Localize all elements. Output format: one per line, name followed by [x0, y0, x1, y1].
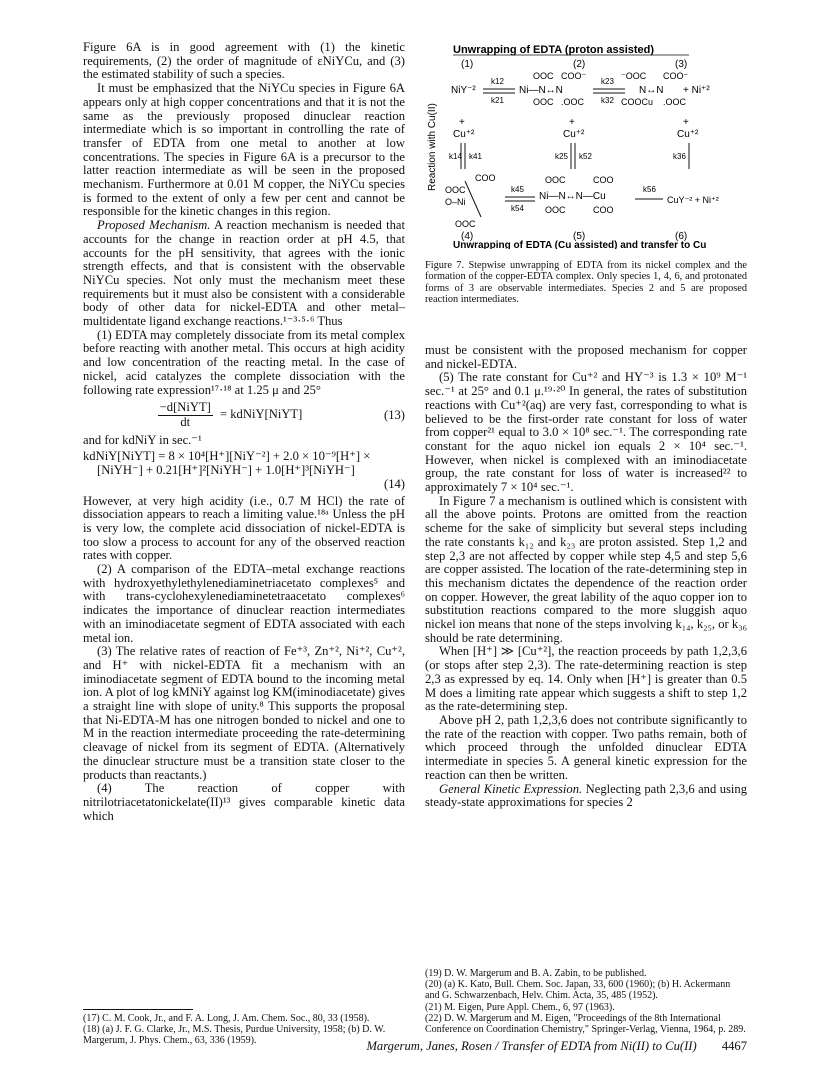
paragraph: and for kdNiY in sec.⁻¹: [83, 432, 202, 447]
paragraph: (5) The rate constant for Cu⁺² and HY⁻³ is 1.3 × 10⁹ M⁻¹ sec.⁻¹ at 25° and 0.1 μ.¹⁹·²⁰ In general, the rates of substitution reactions with Cu⁺²(aq) are very fast, corresponding to what is believed to be the first-order rate constant for loss of water from copper²¹ equal to 3.0 × 10⁸ sec.⁻¹. The corresponding rate constant for the aquo nickel ion equals 2 × 10⁴ sec.⁻¹. However, when nickel is complexed with an iminodiacetate group, the rate constant for loss of water is increased²² to approximately 7 × 10⁴ sec.⁻¹.: [425, 370, 747, 495]
plus-sign: +: [459, 117, 465, 128]
species-number: (6): [675, 231, 688, 242]
species-label: .OOC: [561, 97, 585, 107]
equation-line: kdNiY[NiYT] = 8 × 10⁴[H⁺][NiY⁻²] + 2.0 × 10⁻⁹[H⁺] ×: [83, 449, 371, 464]
footnote-rule: [83, 1009, 193, 1010]
paragraph: It must be emphasized that the NiYCu species in Figure 6A appears only at high copper concentrations and that it is not the same as the previously proposed dinuclear reaction intermediate which is so important in controlling the rate of transfer of EDTA from one metal to another at low concentrations. The species in Figure 6A is a precursor to the latter reaction intermediate as will be seen in the proposed mechanism. Furthermore at 0.01 M copper, the NiYCu species is formed to the extent of only a few per cent and cannot be responsible for the kinetic changes in this region.: [83, 81, 405, 219]
paragraph: Above pH 2, path 1,2,3,6 does not contribute significantly to the rate of the reaction with copper. Two paths remain, both of which proceed through the unfolded dinuclear EDTA intermediate in species 5. A general kinetic expression for the reaction can then be written.: [425, 712, 747, 782]
species-label: N↔N: [639, 85, 664, 96]
footnote: (20) (a) K. Kato, Bull. Chem. Soc. Japan, 33, 600 (1960); (b) H. Ackermann and G. Schwarzenbach, Helv. Chim. Acta, 35, 485 (1952).: [425, 979, 731, 1002]
species-label: COO⁻: [663, 71, 689, 81]
species-label: OOC: [545, 205, 566, 215]
rate-constant: k12: [491, 77, 504, 86]
figure-caption: Figure 7. Stepwise unwrapping of EDTA from its nickel complex and the formation of the copper-EDTA complex. Only species 1, 4, 6, and protonated forms of 3 are observable intermediates. Species 2 and 5 are proposed reaction intermediates.: [425, 260, 747, 305]
paragraph-text: Neglecting path 2,3,6 and using steady-state approximations for species 2: [425, 781, 747, 810]
paragraph: (4) The reaction of copper with nitrilotriacetatonickelate(II)¹³ gives comparable kinetic data which: [83, 781, 405, 823]
equation-number: (14): [384, 476, 405, 491]
species-label: OOC: [445, 185, 466, 195]
species-label: Cu⁺²: [453, 129, 475, 140]
paragraph: (2) A comparison of the EDTA–metal exchange reactions with hydroxyethylethylenediaminetriacetato complexes⁵ and with trans-cyclohexylenediaminetetraacetato complexes⁶ indicates the importance of dinuclear reaction intermediates with an iminodiacetate segment of EDTA associated with each metal ion.: [83, 562, 405, 645]
species-label: COO: [475, 173, 496, 183]
species-label: COO⁻: [561, 71, 587, 81]
species-label: Cu⁺²: [563, 129, 585, 140]
footnote: (17) C. M. Cook, Jr., and F. A. Long, J. Am. Chem. Soc., 80, 33 (1958).: [83, 1013, 370, 1024]
rate-constant: k14: [449, 152, 462, 161]
equation-line: [NiYH⁻] + 0.21[H⁺]²[NiYH⁻] + 1.0[H⁺]³[NiYH⁻]: [97, 463, 355, 478]
left-column: [83, 41, 405, 823]
paragraph: must be consistent with the proposed mechanism for copper and nickel-EDTA.: [425, 343, 747, 371]
species-label: COO: [593, 175, 614, 185]
bond-line: [465, 181, 481, 217]
fraction-numerator: −d[NiYT]: [159, 400, 211, 415]
species-number: (5): [573, 231, 586, 242]
rate-constant: k54: [511, 204, 524, 213]
rate-constant: k56: [643, 185, 656, 194]
species-label: ⁻OOC: [621, 71, 647, 81]
bottom-title: Unwrapping of EDTA (Cu assisted) and transfer to Cu: [453, 240, 707, 249]
footnote: (19) D. W. Margerum and B. A. Zabin, to be published.: [425, 968, 647, 979]
rate-constant: k25: [555, 152, 568, 161]
section-heading: General Kinetic Expression.: [439, 781, 583, 796]
paragraph: (1) EDTA may completely dissociate from its metal complex before reacting with another metal. This occurs at high acidity and low concentration of the reacting metal. In the case of nickel, acid catalyzes the complete dissociation with the following rate expression¹⁷·¹⁸ at 1.25 μ and 25°: [83, 327, 405, 397]
plus-sign: +: [569, 117, 575, 128]
equation-number: (13): [384, 407, 405, 422]
page-number: 4467: [721, 1039, 747, 1053]
species-label: + Ni⁺²: [683, 85, 710, 96]
species-label: OOC: [533, 71, 554, 81]
species-number: (3): [675, 59, 688, 70]
top-title: Unwrapping of EDTA (proton assisted): [453, 44, 655, 56]
right-column: [425, 344, 747, 810]
paragraph: [83, 219, 405, 329]
running-title: Margerum, Janes, Rosen / Transfer of EDTA from Ni(II) to Cu(II): [366, 1039, 697, 1053]
page-footer: [340, 1039, 747, 1054]
paragraph-text: A reaction mechanism is needed that accounts for the change in reaction order at pH 4.5, that accounts for the pH sensitivity, that agrees with the ionic strength effects, and that is consistent with the observable NiYCu species. Not only must the mechanism meet these requirements but it must also be consistent with a considerable body of other data for nickel-EDTA and other metal–multidentate ligand exchange reactions.¹⁻³·⁵·⁶ Thus: [83, 218, 405, 329]
species-number: (4): [461, 231, 474, 242]
species-label: COO: [593, 205, 614, 215]
fraction-denominator: dt: [180, 414, 191, 429]
rate-constant: k52: [579, 152, 592, 161]
rate-constant: k23: [601, 77, 614, 86]
species-label: Ni—N↔N: [519, 85, 563, 96]
paragraph: [425, 783, 747, 810]
paragraph: Figure 6A is in good agreement with (1) the kinetic requirements, (2) the order of magnitude of εNiYCu, and (3) the estimated stability of such a species.: [83, 40, 405, 82]
species-label: OOC: [533, 97, 554, 107]
footnote: (18) (a) J. F. G. Clarke, Jr., M.S. Thesis, Purdue University, 1958; (b) D. W. Margerum, J. Phys. Chem., 63, 336 (1959).: [83, 1024, 386, 1047]
species-label: NiY⁻²: [451, 85, 476, 96]
species-number: (2): [573, 59, 586, 70]
right-footnotes: [425, 968, 747, 1035]
species-label: Ni—N↔N—Cu: [539, 191, 606, 202]
equation-13: [83, 401, 405, 429]
side-label: Reaction with Cu(II): [427, 103, 438, 191]
plus-sign: +: [683, 117, 689, 128]
rate-constant: k36: [673, 152, 686, 161]
footnote: (22) D. W. Margerum and M. Eigen, "Proceedings of the 8th International Conference on Coordination Chemistry," Springer-Verlag, Vienna, 1964, p. 289.: [425, 1012, 746, 1036]
footnote: (21) M. Eigen, Pure Appl. Chem., 6, 97 (1963).: [425, 1001, 615, 1013]
species-label: O–Ni: [445, 197, 466, 207]
species-number: (1): [461, 59, 474, 70]
rate-constant: k21: [491, 96, 504, 105]
rate-constant: k45: [511, 185, 524, 194]
species-label: .OOC: [663, 97, 687, 107]
paragraph: However, at very high acidity (i.e., 0.7 M HCl) the rate of dissociation appears to reach a limiting value.¹⁸ᵃ Unless the pH is very low, the complete acid dissociation of nickel-EDTA is too slow a process to account for any of the observed reaction rates with copper.: [83, 493, 405, 563]
rate-constant: k41: [469, 152, 482, 161]
fraction: [158, 401, 213, 429]
paragraph: When [H⁺] ≫ [Cu⁺²], the reaction proceeds by path 1,2,3,6 (or stops after step 2,3). The rate-determining reaction is step 2,3 as expressed by eq. 14. Only when [H⁺] is greater than 0.5 M does a limiting rate appear which suggests a shift to step 1,2 as the rate-determining step.: [425, 644, 747, 714]
rate-constant: k32: [601, 96, 614, 105]
species-label: CuY⁻² + Ni⁺²: [667, 195, 719, 205]
reaction-scheme-diagram: [425, 41, 747, 249]
species-label: Cu⁺²: [677, 129, 699, 140]
species-label: COOCu: [621, 97, 654, 107]
equation-rhs: = kdNiY[NiYT]: [220, 407, 303, 422]
equation-14: [83, 450, 405, 491]
species-label: OOC: [545, 175, 566, 185]
section-heading: Proposed Mechanism.: [97, 218, 211, 233]
species-label: OOC: [455, 219, 476, 229]
paragraph: (3) The relative rates of reaction of Fe⁺³, Zn⁺², Ni⁺², Cu⁺², and H⁺ with nickel-EDTA fit a mechanism with an iminodiacetate segment of EDTA bound to the incoming metal ion. A plot of log kMNiY against log KM(iminodiacetate) gives a straight line with slope of unity.⁸ This supports the proposal that Ni-EDTA-M has one nitrogen bonded to nickel and one to M in the reaction intermediate proceeding the rate-determining cleavage of nickel from its segment of EDTA. (Alternatively the dinuclear structure must be a transition state closer to the products than reactants.): [83, 644, 405, 782]
figure-7: [425, 41, 747, 331]
paragraph: In Figure 7 a mechanism is outlined which is consistent with all the above points. Protons are omitted from the reaction scheme for the sake of simplicity but several steps including the rate constants k₁₂ and k₂₃ are proton assisted. Step 1,2 and step 2,3 are not affected by copper while step 4,5 and step 5,6 are copper assisted. The location of the rate-determining step in this mechanism dictates the dependence of the reaction order on copper. However, the great lability of the aquo copper ion to substitution reactions compared to the more sluggish aquo nickel ion means that none of the steps involving k₁₄, k₂₅, or k₃₆ should be rate determining.: [425, 493, 747, 645]
